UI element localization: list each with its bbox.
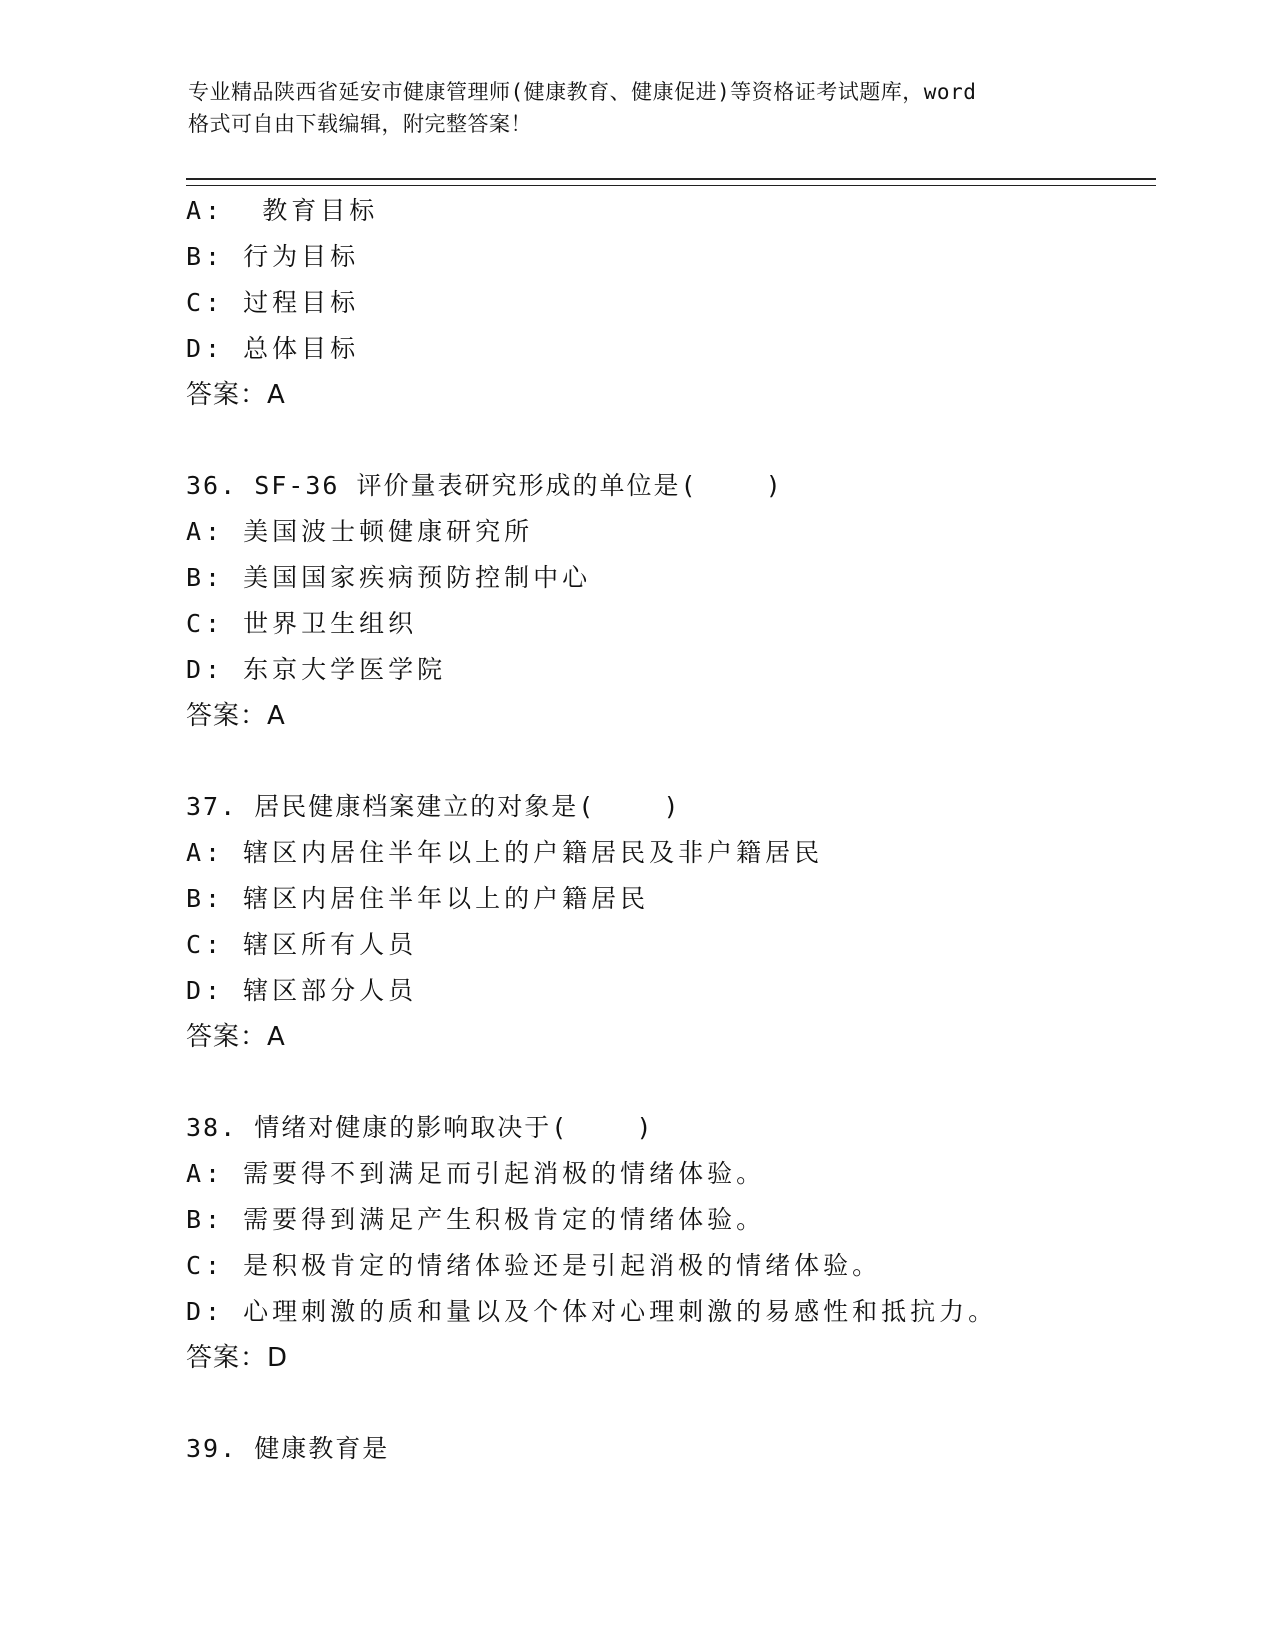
question-block-35 bbox=[186, 188, 1166, 418]
option-b: B: 行为目标 bbox=[186, 242, 360, 271]
question-block-38 bbox=[186, 1105, 1166, 1381]
question-block-37 bbox=[186, 784, 1166, 1060]
header-line-2: 格式可自由下载编辑，附完整答案！ bbox=[188, 112, 532, 136]
question-text: 37. 居民健康档案建立的对象是( ) bbox=[186, 792, 681, 821]
question-block-36 bbox=[186, 463, 1166, 739]
question-text: 38. 情绪对健康的影响取决于( ) bbox=[186, 1113, 654, 1142]
answer-label: 答案：A bbox=[186, 1022, 286, 1052]
question-list bbox=[186, 188, 1166, 1472]
option-c: C: 世界卫生组织 bbox=[186, 609, 418, 638]
header-line-1: 专业精品陕西省延安市健康管理师(健康教育、健康促进)等资格证考试题库，word bbox=[188, 80, 977, 104]
option-d: D: 东京大学医学院 bbox=[186, 655, 447, 684]
option-d: D: 辖区部分人员 bbox=[186, 976, 418, 1005]
option-a: A: 辖区内居住半年以上的户籍居民及非户籍居民 bbox=[186, 838, 824, 867]
spacer bbox=[186, 1381, 1166, 1426]
option-a: A: 需要得不到满足而引起消极的情绪体验。 bbox=[186, 1159, 766, 1188]
question-text: 36. SF-36 评价量表研究形成的单位是( ) bbox=[186, 471, 783, 500]
option-c: C: 是积极肯定的情绪体验还是引起消极的情绪体验。 bbox=[186, 1251, 882, 1280]
question-block-39 bbox=[186, 1426, 1166, 1472]
option-a: A: 教育目标 bbox=[186, 196, 379, 225]
answer-label: 答案：D bbox=[186, 1343, 289, 1373]
option-b: B: 辖区内居住半年以上的户籍居民 bbox=[186, 884, 650, 913]
spacer bbox=[186, 418, 1166, 463]
header-divider bbox=[186, 178, 1156, 186]
answer-label: 答案：A bbox=[186, 380, 286, 410]
option-a: A: 美国波士顿健康研究所 bbox=[186, 517, 534, 546]
spacer bbox=[186, 739, 1166, 784]
option-c: C: 辖区所有人员 bbox=[186, 930, 418, 959]
option-b: B: 美国国家疾病预防控制中心 bbox=[186, 563, 592, 592]
question-text: 39. 健康教育是 bbox=[186, 1434, 390, 1463]
spacer bbox=[186, 1060, 1166, 1105]
option-d: D: 总体目标 bbox=[186, 334, 360, 363]
document-header bbox=[188, 76, 1108, 140]
option-d: D: 心理刺激的质和量以及个体对心理刺激的易感性和抵抗力。 bbox=[186, 1297, 998, 1326]
option-c: C: 过程目标 bbox=[186, 288, 360, 317]
answer-label: 答案：A bbox=[186, 701, 286, 731]
option-b: B: 需要得到满足产生积极肯定的情绪体验。 bbox=[186, 1205, 766, 1234]
